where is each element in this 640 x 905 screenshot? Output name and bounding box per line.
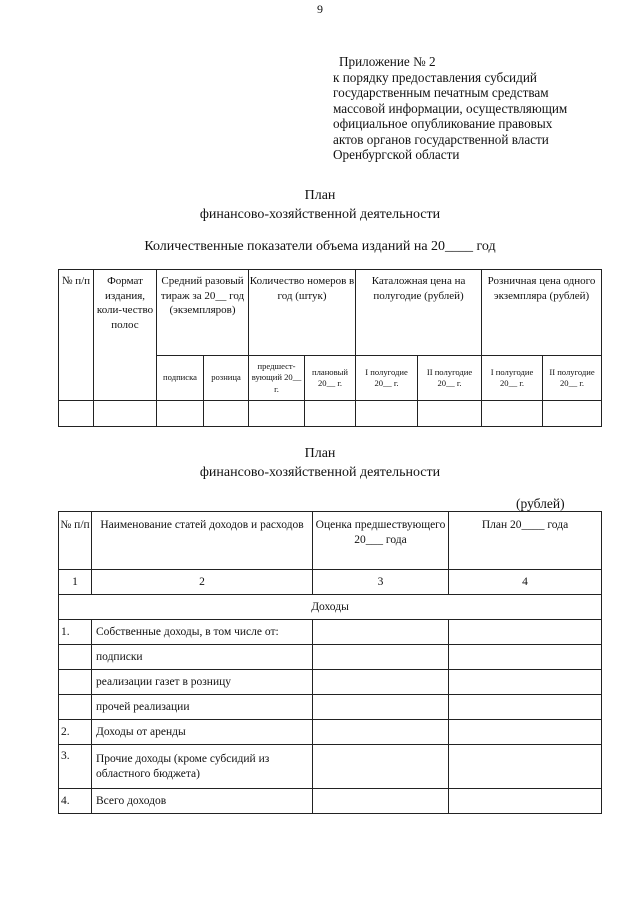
row-estimate-cell [313,645,449,670]
table-row [59,720,602,745]
header-num: № п/п [59,512,92,570]
header-catalog-price: Каталожная цена на полугодие (рублей) [356,270,482,356]
row-estimate-cell [313,695,449,720]
table-row [59,645,602,670]
empty-cell [249,401,305,427]
empty-cell [418,401,482,427]
subheader-subscription: подписка [157,356,204,401]
income-plan-table [58,511,602,814]
header-format: Формат издания, коли-чество полос [94,270,157,401]
subheader-previous-year: предшест-вующий 20__ г. [249,356,305,401]
page-number: 9 [317,2,323,16]
subheader-catalog-h2: II полугодие 20__ г. [418,356,482,401]
row-num [59,645,92,670]
row-estimate-cell [313,670,449,695]
table-row [59,695,602,720]
volume-indicators-table [58,269,602,427]
row-plan-cell [449,645,602,670]
row-label: прочей реализации [92,695,313,720]
empty-cell [94,401,157,427]
row-plan-cell [449,620,602,645]
row-label: Прочие доходы (кроме субсидий из областного бюджета) [92,745,313,789]
table-row [59,620,602,645]
empty-cell [356,401,418,427]
subheader-planned-year: плановый 20__ г. [305,356,356,401]
column-number: 4 [449,570,602,595]
appendix-line: актов органов государственной власти [333,131,549,147]
row-num: 4. [59,789,92,814]
table-row [59,401,602,427]
units-label: (рублей) [516,496,565,511]
row-plan-cell [449,695,602,720]
plan2-title: План [304,446,336,461]
row-estimate-cell [313,620,449,645]
empty-cell [59,401,94,427]
header-issues-per-year: Количество номеров в год (штук) [249,270,356,356]
row-estimate-cell [313,745,449,789]
column-number: 3 [313,570,449,595]
plan-subtitle: финансово-хозяйственной деятельности [199,207,441,222]
plan2-subtitle: финансово-хозяйственной деятельности [199,465,441,480]
header-plan: План 20____ года [449,512,602,570]
row-plan-cell [449,670,602,695]
empty-cell [482,401,543,427]
subheader-catalog-h1: I полугодие 20__ г. [356,356,418,401]
header-estimate: Оценка предшествующего 20___ года [313,512,449,570]
row-num: 2. [59,720,92,745]
appendix-line: Оренбургской области [333,147,460,162]
empty-cell [305,401,356,427]
header-num: № п/п [59,270,94,401]
row-num [59,695,92,720]
column-number: 2 [92,570,313,595]
row-num [59,670,92,695]
row-label: Собственные доходы, в том числе от: [92,620,313,645]
appendix-line: государственным печатным средствам [333,85,549,100]
appendix-block [333,54,633,163]
row-num: 1. [59,620,92,645]
subheader-retail-h2: II полугодие 20__ г. [543,356,602,401]
row-label: Доходы от аренды [92,720,313,745]
row-label: подписки [92,645,313,670]
row-plan-cell [449,745,602,789]
appendix-line: массовой информации, осуществляющим [333,100,568,116]
empty-cell [204,401,249,427]
header-retail-price: Розничная цена одного экземпляра (рублей) [482,270,602,356]
header-item-name: Наименование статей доходов и расходов [92,512,313,570]
row-num: 3. [59,745,92,789]
plan-title: План [304,188,336,203]
subheader-retail-h1: I полугодие 20__ г. [482,356,543,401]
row-estimate-cell [313,720,449,745]
row-estimate-cell [313,789,449,814]
section-income: Доходы [59,595,602,620]
empty-cell [157,401,204,427]
row-plan-cell [449,789,602,814]
row-label: Всего доходов [92,789,313,814]
appendix-line: к порядку предоставления субсидий [333,69,537,85]
row-label: реализации газет в розницу [92,670,313,695]
subheader-retail: розница [204,356,249,401]
table-row [59,789,602,814]
empty-cell [543,401,602,427]
table-row [59,670,602,695]
header-avg-run: Средний разовый тираж за 20__ год (экземпляров) [157,270,249,356]
appendix-title: Приложение № 2 [339,54,436,69]
volume-table-title: Количественные показатели объема изданий на 20____ год [144,239,496,254]
column-number: 1 [59,570,92,595]
appendix-line: официальное опубликование правовых [333,116,553,131]
table-row [59,745,602,789]
row-plan-cell [449,720,602,745]
